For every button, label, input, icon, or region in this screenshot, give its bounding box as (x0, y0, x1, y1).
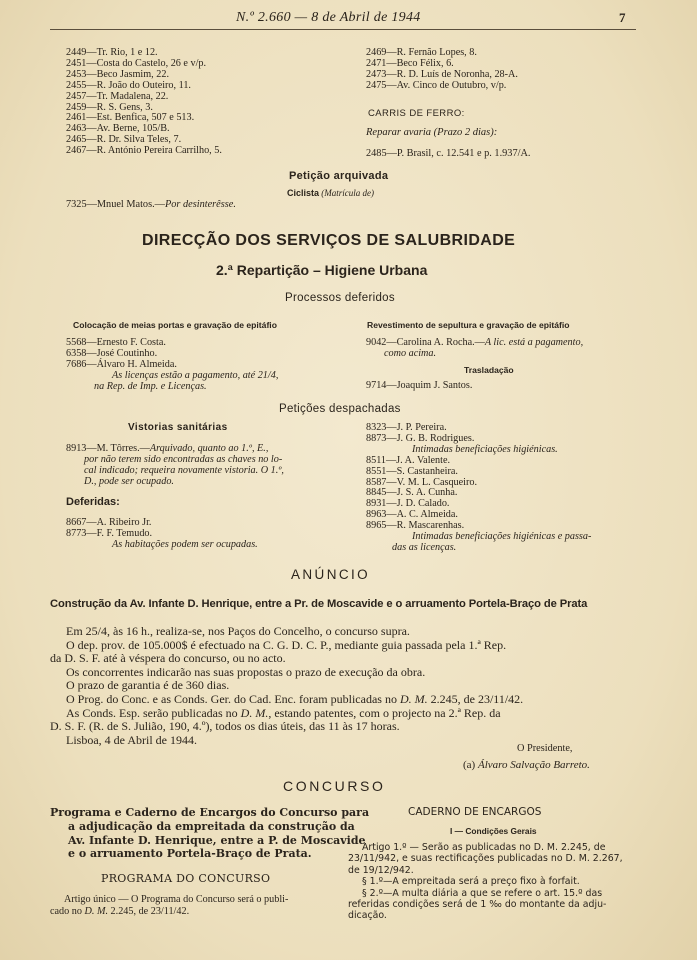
list-item: 8511—J. A. Valente. (366, 454, 451, 466)
anuncio-body (50, 625, 523, 734)
list-item: 2467—R. António Pereira Carrilho, 5. (66, 145, 222, 157)
colocacao-note-2: na Rep. de Imp. e Licenças. (94, 380, 207, 392)
top-right-address-list (366, 48, 518, 92)
list-item: 8963—A. C. Almeida. (366, 509, 458, 521)
entry-note-cont: D., pode ser ocupado. (84, 475, 174, 487)
carris-heading: CARRIS DE FERRO: (368, 108, 465, 119)
page-header (0, 8, 697, 30)
anuncio-line: Os concorrentes indicarão nas suas propostas o prazo de execução da obra. (66, 664, 426, 679)
revestimento-entry (366, 338, 583, 360)
despachadas-note-a: Intimadas beneficiações higiénicas. (412, 443, 558, 455)
entry-note-cont: por não terem sido encontradas as chaves no lo- (84, 453, 283, 465)
vistorias-text (66, 444, 284, 488)
list-item: 8773—F. F. Temudo. (66, 527, 153, 539)
signature-name: Álvaro Salvação Barreto. (477, 759, 590, 771)
deferidas-heading: Deferidas: (66, 496, 120, 508)
trasladacao-entry: 9714—Joaquim J. Santos. (366, 380, 473, 391)
list-item: 2473—R. D. Luís de Noronha, 28-A. (366, 68, 518, 80)
concurso-left-title: Programa e Caderno de Encargos do Concurso para a adjudicação da empreitada da construção da Av. Infante D. Henrique, entre a P. de Moscavide e o arruamento Portela-Braço de Prata. (50, 806, 370, 861)
list-item: 8965—R. Mascarenhas. (366, 520, 465, 532)
list-item: 2469—R. Fernão Lopes, 8. (366, 47, 477, 58)
entry-note: Arquivado, quanto ao 1.º, E., (149, 443, 269, 454)
signature: (a) Álvaro Salvação Barreto. (463, 759, 590, 771)
list-item: 8873—J. G. B. Rodrigues. (366, 432, 475, 444)
carris-entry: 2485—P. Brasil, c. 12.541 e p. 1.937/A. (366, 148, 531, 159)
entry-number: 8913—M. Tôrres.— (66, 443, 150, 454)
despachadas-note-b1: Intimadas beneficiações higiénicas e passa- (412, 531, 592, 543)
entry-note: A lic. está a pagamento, (484, 337, 584, 348)
entry-note-cont: como acima. (384, 347, 437, 359)
list-item: 6358—José Coutinho. (66, 347, 158, 359)
peticao-arquivada-heading: Petição arquivada (289, 170, 389, 182)
programa-text: Artigo único — O Programa do Concurso será o publi- cado no D. M. 2.245, de 23/11/42. (50, 894, 289, 917)
anuncio-line: As Conds. Esp. serão publicadas no D. M., estando patentes, com o projecto na 2.ª Rep. da (66, 705, 501, 720)
caderno-subheading: I — Condições Gerais (450, 826, 537, 836)
deferidas-list (66, 518, 258, 551)
anuncio-line: O dep. prov. de 105.000$ é efectuado na C. G. D. C. P., mediante guia passada pela 1.ª Rep. (66, 637, 507, 652)
ciclista-line (287, 188, 374, 198)
signature-title: O Presidente, (517, 743, 573, 754)
despachadas-note-b2: das as licenças. (392, 541, 457, 553)
anuncio-heading: ANÚNCIO (291, 567, 371, 582)
vistorias-heading: Vistorias sanitárias (128, 422, 228, 433)
list-item: 5568—Ernesto F. Costa. (66, 337, 166, 348)
list-item: 8323—J. P. Pereira. (366, 422, 447, 433)
list-item: 7686—Álvaro H. Almeida. (66, 358, 177, 370)
top-left-address-list (66, 48, 222, 157)
peticoes-despachadas-heading: Petições despachadas (279, 403, 401, 415)
section-title: DIRECÇÃO DOS SERVIÇOS DE SALUBRIDADE (142, 232, 516, 249)
colocacao-list (66, 338, 278, 393)
list-item: 2463—Av. Berne, 105/B. (66, 123, 170, 135)
list-item: 8587—V. M. L. Casqueiro. (366, 476, 478, 488)
anuncio-line: da D. S. F. até à véspera do concurso, ou no acto. (50, 651, 286, 666)
trasladacao-heading: Trasladação (464, 365, 514, 375)
list-item: 2471—Beco Félix, 6. (366, 57, 454, 69)
list-item: 2449—Tr. Rio, 1 e 12. (66, 47, 158, 58)
list-item: 2457—Tr. Madalena, 22. (66, 90, 169, 102)
list-item: 2459—R. S. Gens, 3. (66, 101, 153, 113)
anuncio-line: O prazo de garantia é de 360 dias. (66, 678, 230, 693)
entry-number: 9042—Carolina A. Rocha.— (366, 337, 485, 348)
peticao-arquivada-entry (66, 199, 236, 210)
entry-note-cont: cal indicado; requeira novamente vistoria. O 1.º, (84, 464, 284, 476)
header-rule (50, 29, 636, 30)
section-subtitle: 2.ª Repartição – Higiene Urbana (216, 262, 428, 278)
entry-number: 7325—Mnuel Matos.— (66, 199, 165, 210)
list-item: 8931—J. D. Calado. (366, 498, 450, 510)
colocacao-heading: Colocação de meias portas e gravação de epitáfio (73, 320, 277, 330)
list-item: 2461—Est. Benfica, 507 e 513. (66, 112, 195, 124)
concurso-heading: CONCURSO (283, 778, 386, 794)
despachadas-right-list (366, 423, 591, 554)
list-item: 8845—J. S. A. Cunha. (366, 487, 458, 499)
anuncio-line: O Prog. do Conc. e as Conds. Ger. do Cad. Enc. foram publicadas no D. M. 2.245, de 23/11/42. (66, 691, 524, 706)
list-item: 8551—S. Castanheira. (366, 465, 458, 477)
caderno-heading: CADERNO DE ENCARGOS (408, 806, 542, 818)
list-item: 8667—A. Ribeiro Jr. (66, 517, 152, 528)
revestimento-heading: Revestimento de sepultura e gravação de epitáfio (367, 320, 570, 330)
processos-deferidos-heading: Processos deferidos (285, 292, 395, 304)
anuncio-line: Em 25/4, às 16 h., realiza-se, nos Paços do Concelho, o concurso supra. (66, 624, 410, 638)
anuncio-subheading: Construção da Av. Infante D. Henrique, entre a Pr. de Moscavide e o arruamento Portela-Braço de Prata (50, 598, 588, 610)
programa-heading: PROGRAMA DO CONCURSO (101, 872, 271, 885)
list-item: 2453—Beco Jasmim, 22. (66, 68, 169, 80)
caderno-text: Artigo 1.º — Serão as publicadas no D. M. 2.245, de 23/11/942, e suas rectificações publicadas no D. M. 2.267, de 19/12/942. § 1.º—A empreitada será a preço fixo à forfait. § 2.º—A multa diária a que se refere o art. 15.º das referidas condições será de 1 ‰ do montante da adju- dicação. (348, 842, 623, 922)
list-item: 2451—Costa do Castelo, 26 e v/p. (66, 57, 207, 69)
entry-note: Por desinterêsse. (164, 199, 236, 210)
anuncio-date: Lisboa, 4 de Abril de 1944. (66, 733, 197, 747)
list-item: 2455—R. João do Outeiro, 11. (66, 79, 191, 91)
carris-note: Reparar avaria (Prazo 2 dias): (366, 127, 498, 138)
header-title: N.º 2.660 — 8 de Abril de 1944 (236, 10, 421, 25)
anuncio-line: D. S. F. (R. de S. Julião, 190, 4.º), todos os dias úteis, das 11 às 17 horas. (50, 719, 400, 734)
ciclista-note: (Matrícula de) (321, 188, 374, 198)
list-item: 2475—Av. Cinco de Outubro, v/p. (366, 79, 507, 91)
ciclista-label: Ciclista (287, 188, 320, 198)
page-number: 7 (619, 10, 626, 25)
list-item: 2465—R. Dr. Silva Teles, 7. (66, 134, 182, 146)
deferidas-note: As habitações podem ser ocupadas. (112, 538, 258, 550)
colocacao-note-1: As licenças estão a pagamento, até 21/4, (112, 369, 279, 381)
